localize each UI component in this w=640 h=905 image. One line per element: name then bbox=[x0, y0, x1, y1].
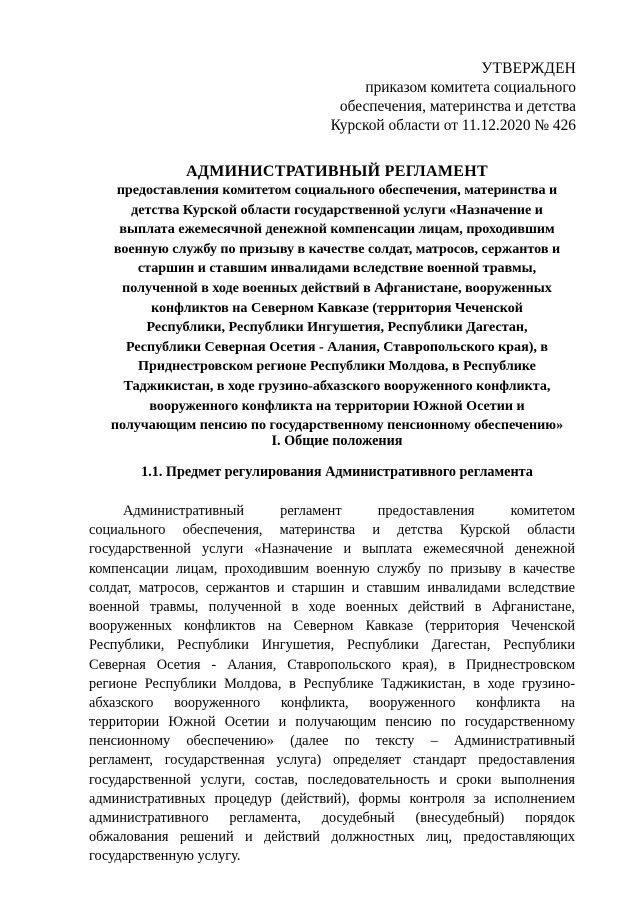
body-line: абхазского вооруженного конфликта, вооруженного конфликта на bbox=[89, 694, 575, 711]
title-subtitle-line: военную службу по призыву в качестве солдат, матросов, сержантов и bbox=[113, 240, 561, 257]
body-line: административных процедур (действий), формы контроля за исполнением bbox=[89, 790, 575, 807]
approval-heading: УТВЕРЖДЕН bbox=[481, 60, 576, 77]
title-subtitle-line: старшин и ставшим инвалидами вследствие военной травмы, bbox=[137, 260, 537, 277]
title-subtitle-line: Республики, Республики Ингушетия, Республики Дагестан, bbox=[146, 319, 528, 336]
body-line: компенсации лицам, проходившим военную службу по призыву в качестве bbox=[89, 560, 575, 577]
title-subtitle-line: предоставления комитетом социального обеспечения, материнства и bbox=[116, 182, 558, 198]
title-subtitle-line: выплата ежемесячной денежной компенсации лицам, проходившим bbox=[119, 221, 555, 238]
approval-line: обеспечения, материнства и детства bbox=[339, 98, 576, 115]
approval-stamp-block bbox=[331, 59, 576, 135]
body-line: административного регламента, досудебный (внесудебный) порядок bbox=[89, 810, 575, 826]
body-line: Административный регламент предоставления комитетом bbox=[123, 503, 575, 519]
body-line: Республики, Республики Ингушетия, Республики Дагестан, Республики bbox=[89, 637, 575, 654]
body-line: государственной услуги «Назначение и выплата ежемесячной денежной bbox=[89, 541, 575, 558]
title-subtitle-line: детства Курской области государственной услуги «Назначение и bbox=[131, 201, 543, 218]
title-subtitle-line: Республики Северная Осетия - Алания, Ставропольского края), в bbox=[125, 338, 549, 355]
body-line: регионе Республики Молдова, в Республике Таджикистан, в ходе грузино- bbox=[89, 675, 575, 692]
title-subtitle-line: Приднестровском регионе Республики Молдова, в Республике bbox=[138, 358, 536, 375]
title-subtitle-line: конфликтов на Северном Кавказе (территория Чеченской bbox=[151, 299, 523, 316]
body-line: территории Южной Осетии и получающим пенсию по государственному bbox=[89, 714, 575, 731]
subsection-heading-subject: 1.1. Предмет регулирования Административного регламента bbox=[141, 464, 533, 480]
body-line: государственной услуги, состав, последовательность и сроки выполнения bbox=[89, 771, 575, 788]
body-line: Северная Осетия - Алания, Ставропольского края), в Приднестровском bbox=[89, 656, 575, 673]
body-line: обжалования решений и действий должностных лиц, предоставляющих bbox=[89, 829, 575, 846]
body-line: военной травмы, полученной в ходе военных действий в Афганистане, bbox=[89, 598, 575, 615]
approval-line: Курской области от 11.12.2020 № 426 bbox=[330, 117, 576, 134]
body-line: регламент, государственная услуга) определяет стандарт предоставления bbox=[89, 752, 575, 769]
title-subtitle-line: Таджикистан, в ходе грузино-абхазского вооруженного конфликта, bbox=[123, 377, 551, 394]
title-subtitle-line: вооруженного конфликта на территории Южной Осетии и bbox=[149, 397, 525, 414]
body-line: социального обеспечения, материнства и детства Курской области bbox=[89, 522, 575, 539]
document-title-block bbox=[84, 162, 590, 436]
body-line: пенсионному обеспечению» (далее по тексту – Административный bbox=[89, 733, 575, 750]
body-line: вооруженных конфликтов на Северном Кавказе (территория Чеченской bbox=[89, 618, 575, 635]
body-line: государственную услугу. bbox=[89, 848, 241, 865]
body-line: солдат, матросов, сержантов и старшин и ставшим инвалидами вследствие bbox=[89, 579, 575, 596]
document-title: АДМИНИСТРАТИВНЫЙ РЕГЛАМЕНТ bbox=[186, 163, 488, 180]
title-subtitle-line: полученной в ходе военных действий в Афганистане, вооруженных bbox=[122, 279, 552, 296]
approval-line: приказом комитета социального bbox=[365, 79, 576, 96]
body-paragraph bbox=[89, 502, 575, 867]
section-heading-general-provisions: I. Общие положения bbox=[271, 433, 403, 449]
title-subtitle-line: получающим пенсию по государственному пенсионному обеспечению» bbox=[110, 417, 564, 434]
